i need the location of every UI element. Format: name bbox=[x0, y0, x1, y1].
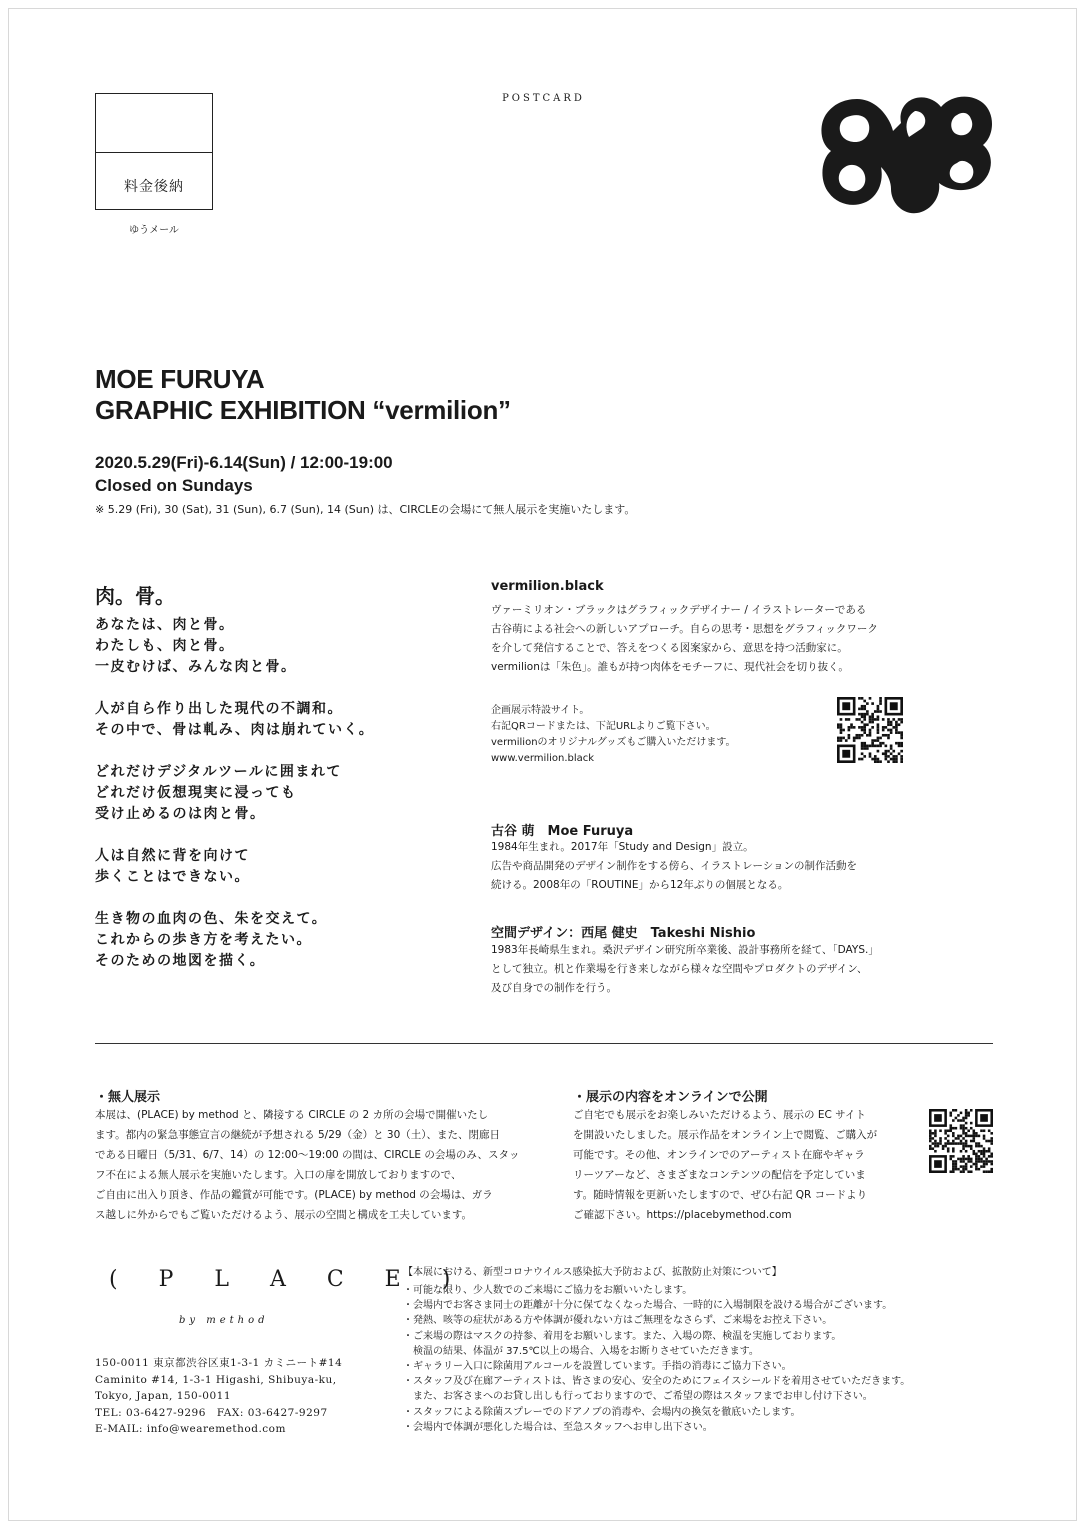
special-site-info bbox=[491, 703, 736, 767]
poem-stanza bbox=[95, 699, 455, 741]
list-item: ・スタッフ及び在廊アーティストは、皆さまの安心、安全のためにフェイスシールドを着用させていただきます。 bbox=[403, 1376, 911, 1388]
description-line: ご自由に出入り頂き、作品の鑑賞が可能です。(PLACE) by method の会場は、ガラ bbox=[95, 1189, 493, 1201]
poem-stanza bbox=[95, 846, 455, 888]
description-line: リーツアーなど、さまざまなコンテンツの配信を予定していま bbox=[573, 1169, 866, 1181]
vermilion-logo-icon bbox=[817, 93, 995, 217]
postage-label: 料金後納 bbox=[124, 179, 184, 195]
poem-line: これからの歩き方を考えたい。 bbox=[95, 932, 312, 948]
moe-furuya-title: 古谷 萌 Moe Furuya bbox=[491, 824, 634, 839]
unmanned-description bbox=[95, 1105, 520, 1225]
description-line: である日曜日（5/31、6/7、14）の 12:00〜19:00 の間は、CIRCLE の会場のみ、スタッ bbox=[95, 1149, 520, 1161]
description-line: ご自宅でも展示をお楽しみいただけるよう、展示の EC サイト bbox=[573, 1109, 866, 1121]
site-url[interactable]: www.vermilion.black bbox=[491, 753, 595, 764]
description-line: を介して発信することで、答えをつくる図案家から、意思を持つ活動家に。 bbox=[491, 642, 848, 654]
description-line: を開設いたしました。展示作品をオンライン上で閲覧、ご購入が bbox=[573, 1129, 878, 1141]
description-line: 可能です。その他、オンラインでのアーティスト在廊やギャラ bbox=[573, 1149, 865, 1161]
qr-code-icon[interactable] bbox=[837, 697, 903, 763]
place-logo: ( P L A C E ) bbox=[109, 1267, 468, 1292]
list-item: ・可能な限り、少人数でのご来場にご協力をお願いいたします。 bbox=[403, 1285, 693, 1296]
poem-line: あなたは、肉と骨。 bbox=[95, 617, 235, 633]
moe-furuya-bio bbox=[491, 838, 857, 895]
poem-stanza bbox=[95, 909, 455, 972]
place-address bbox=[95, 1355, 342, 1438]
poem-line: そのための地図を描く。 bbox=[95, 953, 266, 969]
poem-line: 一皮むけば、みんな肉と骨。 bbox=[95, 659, 297, 675]
takeshi-nishio-title: 空間デザイン：西尾 健史 Takeshi Nishio bbox=[491, 926, 756, 941]
bio-line: として独立。机と作業場を行き来しながら様々な空間やプロダクトのデザイン、 bbox=[491, 963, 868, 975]
site-line: vermilionのオリジナルグッズもご購入いただけます。 bbox=[491, 737, 736, 748]
bio-line: 続ける。2008年の「ROUTINE」から12年ぶりの個展となる。 bbox=[491, 879, 789, 891]
bio-line: 及び自身での制作を行う。 bbox=[491, 982, 617, 994]
bio-line: 1983年長崎県生まれ。桑沢デザイン研究所卒業後、設計事務所を経て、「DAYS.」 bbox=[491, 944, 879, 956]
poem-line: 歩くことはできない。 bbox=[95, 869, 250, 885]
list-item: ・会場内で体調が悪化した場合は、至急スタッフへお申し出下さい。 bbox=[403, 1421, 713, 1433]
exhibition-dates: 2020.5.29(Fri)-6.14(Sun) / 12:00-19:00 bbox=[95, 453, 393, 472]
poem-line: 受け止めるのは肉と骨。 bbox=[95, 806, 266, 822]
poem-body bbox=[95, 615, 455, 993]
yumail-label: ゆうメール bbox=[129, 225, 179, 236]
address-line: Caminito #14, 1-3-1 Higashi, Shibuya-ku, bbox=[95, 1373, 337, 1386]
list-item: また、お客さまへのお貸し出しも行っておりますので、ご希望の際はスタッフまでお申し付け下さい。 bbox=[403, 1391, 873, 1403]
poem-stanza bbox=[95, 762, 455, 825]
list-item: ・会場内でお客さま同士の距離が十分に保てなくなった場合、一時的に入場制限を設ける場合がございます。 bbox=[403, 1300, 893, 1312]
unmanned-exhibition-note: ※ 5.29 (Fri), 30 (Sat), 31 (Sun), 6.7 (Sun), 14 (Sun) は、CIRCLEの会場にて無人展示を実施いたします。 bbox=[95, 503, 636, 516]
poem-stanza bbox=[95, 615, 455, 678]
takeshi-nishio-bio bbox=[491, 941, 879, 998]
qr-code-icon[interactable] bbox=[929, 1109, 993, 1173]
poem-title: 肉。骨。 bbox=[95, 584, 175, 608]
poem-line: わたしも、肉と骨。 bbox=[95, 638, 235, 654]
description-line: 本展は、(PLACE) by method と、隣接する CIRCLE の 2 カ所の会場で開催いたし bbox=[95, 1109, 489, 1121]
unmanned-title: ・無人展示 bbox=[95, 1090, 161, 1105]
poem-line: 人が自ら作り出した現代の不調和。 bbox=[95, 701, 343, 717]
poem-line: 生き物の血肉の色、朱を交えて。 bbox=[95, 911, 328, 927]
poem-line: どれだけ仮想現実に浸っても bbox=[95, 785, 297, 801]
vermilion-black-title: vermilion.black bbox=[491, 579, 604, 594]
description-line[interactable]: ご確認下さい。https://placebymethod.com bbox=[573, 1209, 792, 1221]
place-by-method: by method bbox=[179, 1315, 269, 1326]
description-line: 古谷萌による社会への新しいアプローチ。自らの思考・思想をグラフィックワーク bbox=[491, 623, 878, 635]
postcard-page bbox=[8, 8, 1077, 1521]
list-item: ・スタッフによる除菌スプレーでのドアノブの消毒や、会場内の換気を徹底いたします。 bbox=[403, 1406, 801, 1418]
description-line: フ不在による無人展示を実施いたします。入口の扉を開放しておりますので、 bbox=[95, 1169, 462, 1181]
address-line: 150-0011 東京都渋谷区東1-3-1 カミニート#14 bbox=[95, 1357, 343, 1369]
postcard-heading: POSTCARD bbox=[502, 93, 585, 104]
exhibition-title bbox=[95, 364, 511, 426]
address-line: Tokyo, Japan, 150-0011 bbox=[95, 1390, 232, 1402]
title-line-2: GRAPHIC EXHIBITION “vermilion” bbox=[95, 395, 511, 425]
postage-stamp-box bbox=[95, 93, 213, 210]
list-item: ・発熱、咳等の症状がある方や体調が優れない方はご無理をなさらず、ご来場をお控え下さい。 bbox=[403, 1315, 833, 1327]
description-line: ヴァーミリオン・ブラックはグラフィックデザイナー / イラストレーターである bbox=[491, 604, 867, 616]
description-line: ス越しに外からでもご覧いただけるよう、展示の空間と構成を工夫しています。 bbox=[95, 1209, 473, 1221]
covid-measures-list bbox=[403, 1283, 910, 1435]
site-line: 企画展示特設サイト。 bbox=[491, 705, 590, 716]
covid-measures-title: 【本展における、新型コロナウイルス感染拡大予防および、拡散防止対策について】 bbox=[403, 1267, 782, 1278]
bio-line: 1984年生まれ。2017年「Study and Design」設立。 bbox=[491, 841, 754, 853]
poem-line: 人は自然に背を向けて bbox=[95, 848, 250, 864]
description-line: す。随時情報を更新いたしますので、ぜひ右記 QR コードより bbox=[573, 1189, 868, 1201]
online-description bbox=[573, 1105, 877, 1225]
description-line: vermilionは「朱色」。誰もが持つ肉体をモチーフに、現代社会を切り抜く。 bbox=[491, 661, 849, 673]
title-line-1: MOE FURUYA bbox=[95, 364, 265, 394]
stamp-divider bbox=[96, 152, 212, 153]
site-line: 右記QRコードまたは、下記URLよりご覧下さい。 bbox=[491, 721, 716, 732]
bio-line: 広告や商品開発のデザイン制作をする傍ら、イラストレーションの制作活動を bbox=[491, 860, 858, 872]
address-email[interactable]: E-MAIL: info@wearemethod.com bbox=[95, 1423, 286, 1435]
vermilion-black-description bbox=[491, 601, 878, 677]
poem-line: その中で、骨は軋み、肉は崩れていく。 bbox=[95, 722, 375, 738]
list-item: 検温の結果、体温が 37.5℃以上の場合、入場をお断りさせていただきます。 bbox=[403, 1345, 759, 1357]
description-line: ます。都内の緊急事態宣言の継続が予想される 5/29（金）と 30（土）、また、閉廊日 bbox=[95, 1129, 501, 1141]
poem-line: どれだけデジタルツールに囲まれて bbox=[95, 764, 342, 780]
list-item: ・ご来場の際はマスクの持参、着用をお願いします。また、入場の際、検温を実施しております。 bbox=[403, 1330, 842, 1342]
closed-notice: Closed on Sundays bbox=[95, 476, 253, 495]
section-divider bbox=[95, 1043, 993, 1044]
list-item: ・ギャラリー入口に除菌用アルコールを設置しています。手指の消毒にご協力下さい。 bbox=[403, 1361, 792, 1373]
online-title: ・展示の内容をオンラインで公開 bbox=[573, 1090, 768, 1105]
address-phone: TEL: 03-6427-9296 FAX: 03-6427-9297 bbox=[95, 1406, 328, 1419]
